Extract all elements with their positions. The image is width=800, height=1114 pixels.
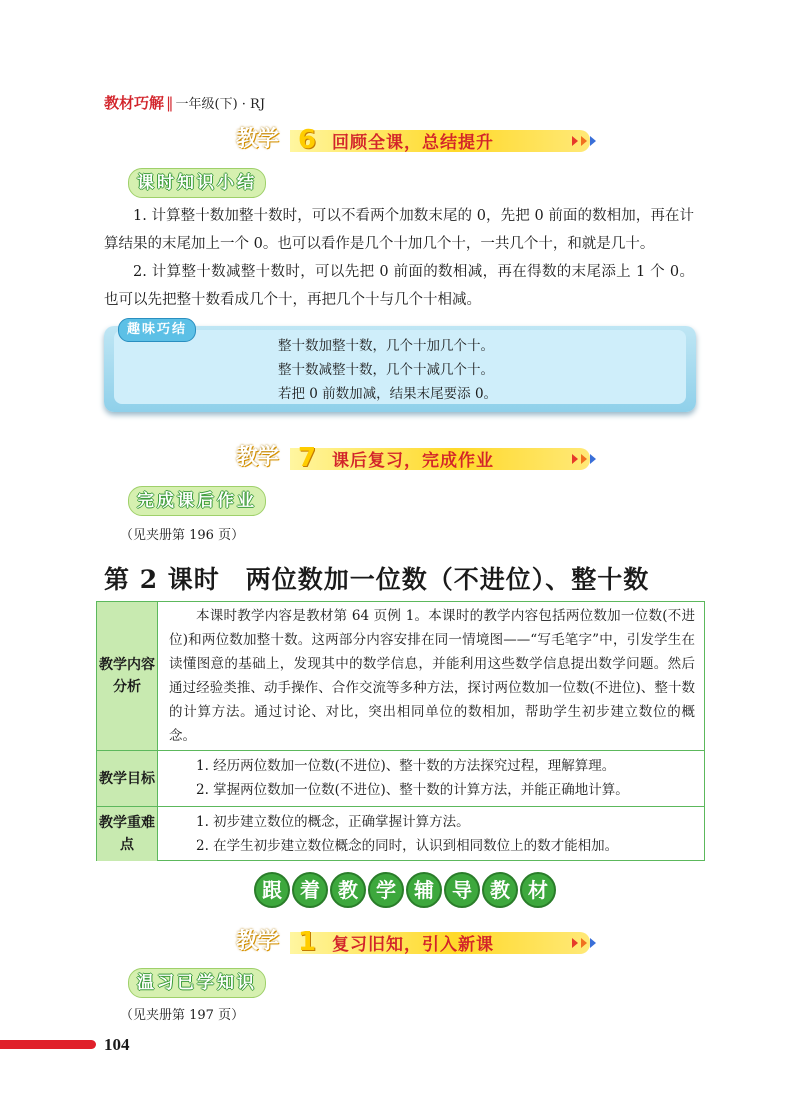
lesson-title: 第 2 课时 两位数加一位数（不进位）、整十数 xyxy=(104,565,650,594)
table-text: 2. 在学生初步建立数位概念的同时，认识到相同数位上的数才能相加。 xyxy=(196,838,619,854)
table-text: 1. 经历两位数加一位数(不进位)、整十数的方法探究过程，理解算理。 xyxy=(196,758,616,774)
running-header xyxy=(104,92,265,113)
table-header-cell: 教学内容分析 xyxy=(97,602,158,750)
banner-tag: 教学 1 xyxy=(236,926,296,958)
banner-title: 复习旧知，引入新课 xyxy=(332,935,494,955)
homework-reference: （见夹册第 196 页） xyxy=(120,528,245,543)
summary-paragraph-2: 2. 计算整十数减整十数时，可以先把 0 前面的数相减，再在得数的末尾添上 1 个 0。也可以先把整十数看成几个十，再把几个十与几个十相减。 xyxy=(104,264,694,308)
banner-number: 7 xyxy=(298,443,316,473)
section-banner-6 xyxy=(236,124,616,156)
banner-char: 材 xyxy=(520,872,556,908)
book-brand: 教材巧解 xyxy=(104,94,165,112)
chevrons-icon xyxy=(572,450,602,468)
page-number: 104 xyxy=(104,1035,130,1054)
banner-title: 课后复习，完成作业 xyxy=(332,451,494,471)
summary-paragraph-1: 1. 计算整十数加整十数时，可以不看两个加数末尾的 0，先把 0 前面的数相加，再在计算结果的末尾加上一个 0。也可以看作是几个十加几个十，一共几个十，和就是几十。 xyxy=(104,208,694,252)
table-text: 2. 掌握两位数加一位数(不进位)、整十数的计算方法，并能正确地计算。 xyxy=(196,782,629,798)
section-banner-1 xyxy=(236,926,616,958)
banner-char: 导 xyxy=(444,872,480,908)
banner-char: 着 xyxy=(292,872,328,908)
fun-line-1: 整十数加整十数，几个十加几个十。 xyxy=(278,338,494,354)
chevrons-icon xyxy=(572,934,602,952)
table-body-cell xyxy=(169,604,695,748)
banner-char: 教 xyxy=(330,872,366,908)
analysis-table xyxy=(96,601,705,861)
table-header-cell: 教学重难点 xyxy=(97,807,158,861)
banner-char: 教 xyxy=(482,872,518,908)
table-text: 本课时教学内容是教材第 64 页例 1。本课时的教学内容包括两位数加一位数(不进位)和两位数加整十数。这两部分内容安排在同一情境图——“写毛笔字”中，引发学生在读懂图意的基础上，发现其中的数学信息，并能利用这些数学信息提出数学问题。然后通过经验类推、动手操作、合作交流等多种方法，探讨两位数加一位数(不进位)、整十数的计算方法。通过讨论、对比，突出相同单位的数相加，帮助学生初步建立数位的概念。 xyxy=(169,608,695,744)
section-banner-7 xyxy=(236,442,616,474)
banner-number: 6 xyxy=(298,125,316,155)
banner-char: 跟 xyxy=(254,872,290,908)
grade-label: 一年级(下) · RJ xyxy=(175,97,266,112)
table-row-content-analysis xyxy=(97,602,704,750)
review-reference: （见夹册第 197 页） xyxy=(120,1008,245,1023)
summary-label: 课时知识小结 xyxy=(128,168,266,198)
chevrons-icon xyxy=(572,132,602,150)
banner-number: 1 xyxy=(298,927,316,957)
banner-char: 学 xyxy=(368,872,404,908)
table-header-cell: 教学目标 xyxy=(97,751,158,807)
banner-char: 辅 xyxy=(406,872,442,908)
fun-summary-tag: 趣味巧结 xyxy=(118,318,196,342)
table-text: 1. 初步建立数位的概念，正确掌握计算方法。 xyxy=(196,814,470,830)
review-label: 温习已学知识 xyxy=(128,968,266,998)
footer-red-bar xyxy=(0,1040,96,1049)
summary-text xyxy=(104,202,694,314)
fun-line-3: 若把 0 前数加减，结果末尾要添 0。 xyxy=(278,386,498,402)
header-separator: ‖ xyxy=(166,94,174,112)
fun-line-2: 整十数减整十数，几个十减几个十。 xyxy=(278,362,494,378)
table-body-cell xyxy=(169,754,695,802)
banner-title: 回顾全课，总结提升 xyxy=(332,133,494,153)
follow-teaching-banner xyxy=(254,872,558,908)
table-row-key-difficulties xyxy=(97,806,704,861)
banner-tag: 教学 6 xyxy=(236,124,296,156)
table-row-teaching-goals xyxy=(97,750,704,807)
homework-label: 完成课后作业 xyxy=(128,486,266,516)
table-body-cell xyxy=(169,810,695,858)
banner-tag: 教学 7 xyxy=(236,442,296,474)
